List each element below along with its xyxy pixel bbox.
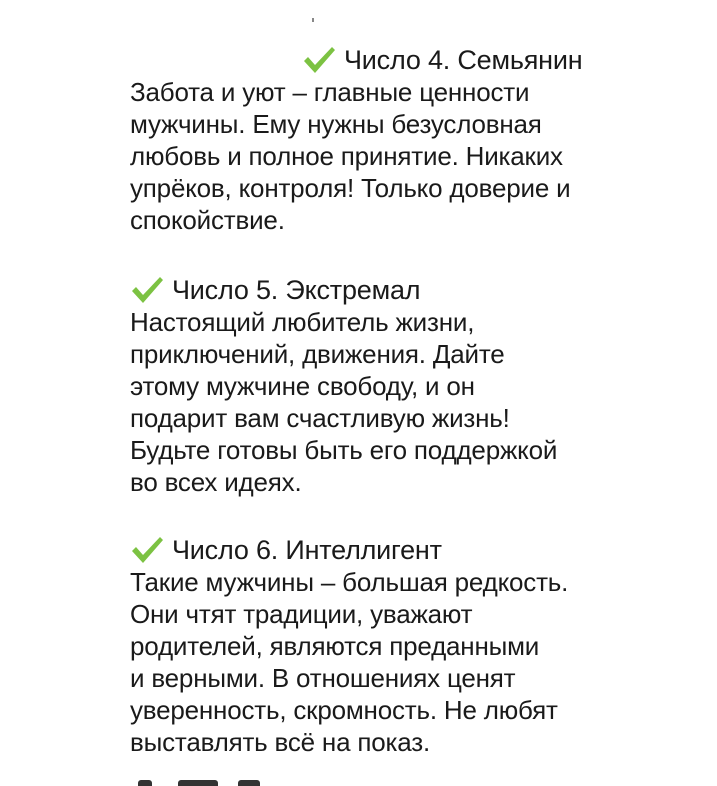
body-line: спокойствие. bbox=[130, 205, 285, 235]
heading-text: Число 6. Интеллигент bbox=[172, 535, 442, 565]
section-number-6 bbox=[130, 534, 700, 758]
section-heading bbox=[130, 274, 700, 306]
body-line: уверенность, скромность. Не любят bbox=[130, 695, 558, 725]
body-line: и верными. В отношениях ценят bbox=[130, 663, 516, 693]
check-mark-icon bbox=[130, 275, 164, 305]
check-mark-icon bbox=[130, 535, 164, 565]
body-line: упрёков, контроля! Только доверие и bbox=[130, 173, 571, 203]
body-line: мужчины. Ему нужны безусловная bbox=[130, 109, 542, 139]
section-number-4 bbox=[130, 44, 700, 236]
body-line: этому мужчине свободу, и он bbox=[130, 371, 475, 401]
decorative-mark bbox=[312, 18, 314, 22]
body-line: подарит вам счастливую жизнь! bbox=[130, 403, 510, 433]
cut-off-text-fragment bbox=[138, 780, 152, 786]
body-line: Будьте готовы быть его поддержкой bbox=[130, 435, 558, 465]
section-heading bbox=[130, 534, 700, 566]
body-line: приключений, движения. Дайте bbox=[130, 339, 505, 369]
section-heading bbox=[302, 44, 700, 76]
body-line: Настоящий любитель жизни, bbox=[130, 307, 475, 337]
check-mark-icon bbox=[302, 45, 336, 75]
section-number-5 bbox=[130, 274, 700, 498]
heading-text: Число 5. Экстремал bbox=[172, 275, 421, 305]
body-line: во всех идеях. bbox=[130, 467, 302, 497]
body-line: родителей, являются преданными bbox=[130, 631, 540, 661]
body-line: Они чтят традиции, уважают bbox=[130, 599, 473, 629]
body-line: Такие мужчины – большая редкость. bbox=[130, 567, 569, 597]
body-line: Забота и уют – главные ценности bbox=[130, 77, 530, 107]
cut-off-text-fragment bbox=[238, 780, 260, 786]
heading-text: Число 4. Семьянин bbox=[344, 45, 583, 75]
body-line: выставлять всё на показ. bbox=[130, 727, 430, 757]
body-line: любовь и полное принятие. Никаких bbox=[130, 141, 563, 171]
cut-off-text-fragment bbox=[178, 780, 218, 786]
